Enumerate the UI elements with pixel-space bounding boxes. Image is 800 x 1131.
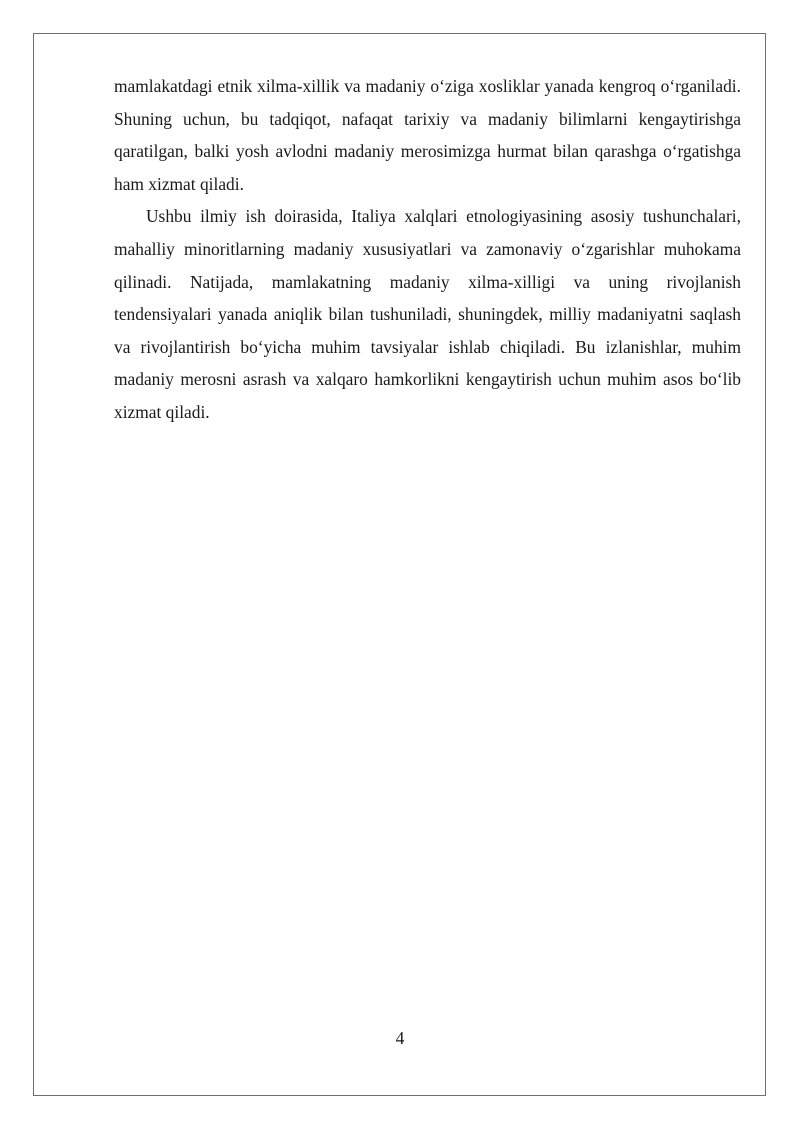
paragraph-continuation: mamlakatdagi etnik xilma-xillik va madaniy o‘ziga xosliklar yanada kengroq o‘rganiladi. Shuning uchun, bu tadqiqot, nafaqat tarixiy va madaniy bilimlarni kengaytirishga qaratilgan, balki yosh avlodni madaniy merosimizga hurmat bilan qarashga o‘rgatishga ham xizmat qiladi.: [114, 76, 741, 194]
page-number: 4: [395, 1028, 405, 1048]
body-text: [114, 70, 741, 429]
paragraph-research-scope: Ushbu ilmiy ish doirasida, Italiya xalqlari etnologiyasining asosiy tushunchalari, mahalliy minoritlarning madaniy xususiyatlari va zamonaviy o‘zgarishlar muhokama qilinadi. Natijada, mamlakatning madaniy xilma-xilligi va uning rivojlanish tendensiyalari yanada aniqlik bilan tushuniladi, shuningdek, milliy madaniyatni saqlash va rivojlantirish bo‘yicha muhim tavsiyalar ishlab chiqiladi. Bu izlanishlar, muhim madaniy merosni asrash va xalqaro hamkorlikni kengaytirish uchun muhim asos bo‘lib xizmat qiladi.: [114, 206, 741, 422]
